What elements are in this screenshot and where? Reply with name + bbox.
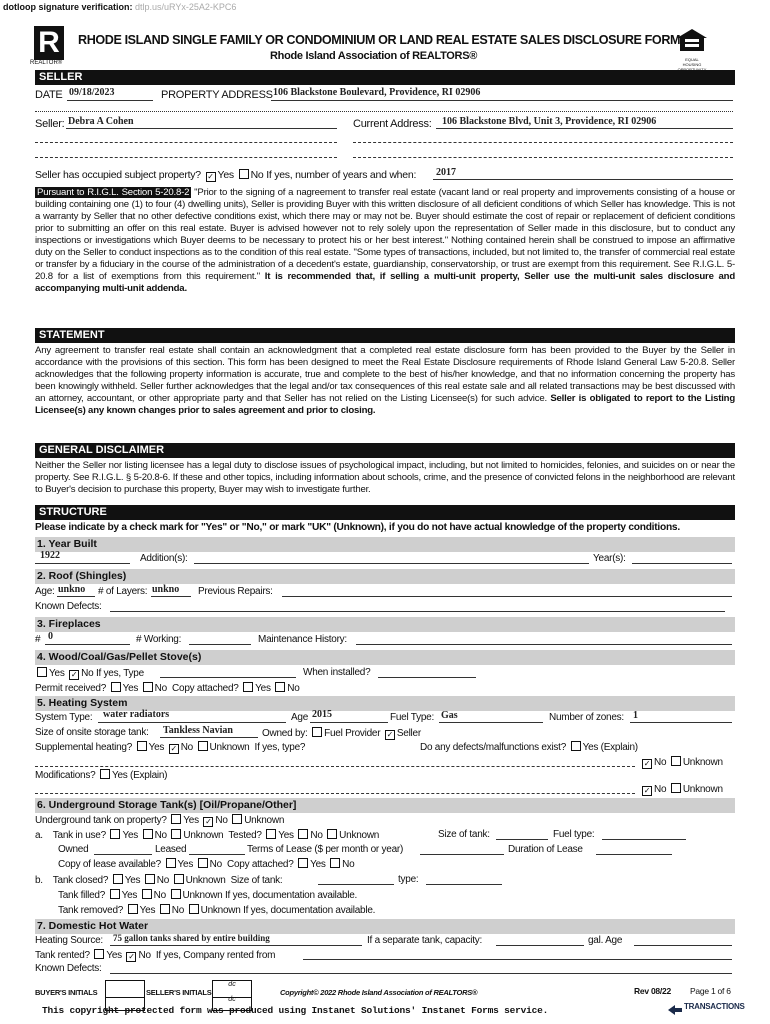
fireplaces-heading: 3. Fireplaces [35, 617, 735, 632]
ug-a-label: a. [35, 830, 43, 841]
removed-no-label: No [171, 905, 185, 916]
ug-in-use-label: Tank in use? [52, 830, 106, 841]
stove-no-checkbox[interactable]: ✓ [70, 670, 78, 679]
stove-permit-label: Permit received? [35, 683, 107, 694]
lease-no-label: No [209, 859, 222, 870]
ug-yes-label: Yes [183, 815, 199, 826]
roof-age-label: Age: [35, 586, 55, 597]
fireplace-num-field[interactable]: 0 [48, 631, 53, 642]
filled-unknown-checkbox[interactable] [171, 889, 181, 899]
removed-no-checkbox[interactable] [160, 904, 170, 914]
ug-size-label: Size of tank: [438, 829, 490, 840]
owner-seller-checkbox[interactable]: ✓ [386, 730, 394, 739]
fireplace-maint-label: Maintenance History: [258, 634, 347, 645]
ug-copy-lease-label: Copy of lease available? [58, 859, 161, 870]
property-address-field[interactable]: 106 Blackstone Boulevard, Providence, RI 02906 [273, 87, 481, 98]
closed-unknown-checkbox[interactable] [174, 874, 184, 884]
pursuant-label: Pursuant to R.I.G.L. Section 5-20.8-2 [37, 187, 190, 198]
supp-type-label: If yes, type? [254, 742, 306, 753]
owner-seller-label: Seller [396, 728, 421, 739]
statement-paragraph [35, 345, 735, 417]
filled-no-checkbox[interactable] [142, 889, 152, 899]
instanet-footer: This copyright protected form was produced using Instanet Solutions' Instanet Forms service. [42, 1005, 549, 1016]
ug-on-property-row [35, 814, 284, 827]
ug-tested-label: Tested? [228, 830, 262, 841]
mods-yes-checkbox[interactable] [100, 769, 110, 779]
defects-unknown-label: Unknown [682, 757, 723, 768]
closed-unknown-label: Unknown [185, 875, 226, 886]
year-built-heading: 1. Year Built [35, 537, 735, 552]
ug-removed-row [58, 904, 375, 916]
inuse-yes-checkbox[interactable] [110, 829, 120, 839]
tested-yes-checkbox[interactable] [266, 829, 276, 839]
supp-yes-checkbox[interactable] [137, 741, 147, 751]
eho-text: EQUAL HOUSING [682, 57, 702, 67]
mods-no-label: No [654, 784, 667, 795]
hw-separate-label: If a separate tank, capacity: [367, 935, 483, 946]
fuel-type-label: Fuel Type: [390, 712, 435, 723]
heating-type-field[interactable]: water radiators [103, 709, 170, 720]
zones-field[interactable]: 1 [633, 710, 638, 721]
additions-year-label: Year(s): [593, 553, 626, 564]
removed-doc-label: If yes, documentation available. [243, 905, 376, 916]
attached-no-label: No [342, 859, 355, 870]
stove-copy-no-label: No [287, 683, 300, 694]
stove-yes-label: Yes [49, 668, 65, 679]
defects-row [420, 741, 638, 753]
permit-yes-label: Yes [122, 683, 139, 694]
ug-terms-label: Terms of Lease ($ per month or year) [247, 844, 404, 855]
hw-rented-label: Tank rented? [35, 950, 90, 961]
modifications-row [35, 769, 167, 781]
rented-yes-checkbox[interactable] [94, 949, 104, 959]
dotloop-verification [3, 2, 236, 12]
inuse-no-label: No [154, 830, 167, 841]
hw-defects-label: Known Defects: [35, 963, 102, 974]
tank-size-field[interactable]: Tankless Navian [163, 725, 233, 736]
permit-no-checkbox[interactable] [143, 682, 153, 692]
owned-row [262, 727, 421, 740]
inuse-unknown-checkbox[interactable] [171, 829, 181, 839]
fireplace-working-label: # Working: [136, 634, 182, 645]
supp-unknown-checkbox[interactable] [198, 741, 208, 751]
hw-rented-row [35, 949, 275, 962]
mods-unknown-checkbox[interactable] [671, 783, 681, 793]
ug-no-label: No [215, 815, 228, 826]
stove-no-label: No [81, 668, 94, 679]
defects-no-row [640, 756, 723, 769]
statement-bold: Seller is obligated to report to the Listing Licensee(s) any known changes prior to sales agreement and prior to closing. [35, 393, 735, 416]
equal-housing-icon [676, 28, 708, 67]
mods-unknown-label: Unknown [682, 784, 723, 795]
defects-no-label: No [654, 757, 667, 768]
owned-by-label: Owned by: [262, 728, 308, 739]
tested-unknown-label: Unknown [339, 830, 380, 841]
occupied-row [35, 169, 416, 182]
rev-text: Rev 08/22 [634, 986, 671, 996]
statement-text: Any agreement to transfer real estate shall contain an acknowledgment that a completed real estate disclosure form has been provided to the Buyer by the Seller in accordance with the provisions of this section. This form has been designed to meet the Real Estate Disclosure requirements of Rhode Island General Law 5-20.8. Seller acknowledges that the following property information is accurate, true and complete to the best of his/her knowledge, and that no information concerning the property has been knowingly withheld. Seller further acknowledges that the legal and/or tax consequences of this real estate sale and all related transactions may be best discussed with an attorney, accountant, or other appropriate party and that Seller has not relied on the Listing Licensee(s) for such advice. [35, 345, 735, 404]
attached-yes-label: Yes [310, 859, 326, 870]
heating-type-label: System Type: [35, 712, 93, 723]
mods-yes-label: Yes (Explain) [111, 770, 168, 781]
pursuant-bold: It is recommended that, if selling a multi-unit property, Seller use the multi-unit sales disclosure and accompanying multi-unit addenda. [35, 271, 735, 294]
supplemental-row [35, 741, 305, 754]
additions-label: Addition(s): [140, 553, 188, 564]
inuse-no-checkbox[interactable] [143, 829, 153, 839]
years-label: If yes, number of years and when: [266, 169, 417, 181]
removed-unknown-label: Unknown [200, 905, 241, 916]
ug-closed-label: Tank closed? [52, 875, 109, 886]
stove-copy-yes-checkbox[interactable] [243, 682, 253, 692]
ug-unknown-label: Unknown [244, 815, 285, 826]
stove-type-label: If yes, Type [95, 668, 144, 679]
ug-leased-label: Leased [155, 844, 187, 855]
copyright-text: Copyright© 2022 Rhode Island Association of REALTORS® [280, 988, 478, 997]
seller-name-field[interactable]: Debra A Cohen [68, 116, 134, 127]
mods-no-row [640, 783, 723, 796]
removed-unknown-checkbox[interactable] [189, 904, 199, 914]
supp-no-label: No [180, 742, 193, 753]
occupied-label: Seller has occupied subject property? [35, 169, 201, 181]
modifications-label: Modifications? [35, 770, 96, 781]
attached-yes-checkbox[interactable] [298, 858, 308, 868]
occupied-yes-checkbox[interactable]: ✓ [207, 172, 214, 181]
roof-age-field[interactable]: unkno [58, 584, 86, 595]
ug-filled-row [58, 889, 357, 901]
ug-size-tank-label: Size of tank: [230, 875, 283, 886]
pursuant-text: "Prior to the signing of a nagreement to transfer real estate (vacant land or real property and improvements consisting of a house or building containing one (1) to four (4) dwelling units), Seller is providing Buyer with this written disclosure of all deficient conditions of which Seller has knowledge. This is not a warranty by Seller that no other defective conditions exist, which there may or may not be. Buyer should estimate the cost of repair or replacement of deficient conditions prior to submitting an offer on this real estate. Buyer is advised however not to rely solely upon the representation of Seller made in this disclosure, but to conduct any inspections or investigations which Buyer deems to be necessary to protect his or her best interest." Nothing contained herein shall be construed to impose an affirmative duty on the Seller to conduct inspections as to the condition of this real estate. "Some types of transactions, included, but not limited to, the transfer of commercial real estate or transfer by a fiduciary in the course of the administration of a decedent's estate, guardianship, conservatorship, or trust are exempt from this requirement. See R.I.G.L. 5-20.8 for a list of exemptions from this requirement." [35, 187, 736, 282]
page-number: Page 1 of 6 [690, 986, 731, 996]
seller-heading: SELLER [35, 70, 735, 85]
year-built-field[interactable]: 1922 [40, 550, 60, 561]
years-field[interactable]: 2017 [436, 167, 456, 178]
stove-copy-no-checkbox[interactable] [275, 682, 285, 692]
attached-no-checkbox[interactable] [330, 858, 340, 868]
fuel-provider-checkbox[interactable] [312, 727, 322, 737]
occupied-no-checkbox[interactable] [239, 169, 249, 179]
supplemental-label: Supplemental heating? [35, 742, 133, 753]
roof-heading: 2. Roof (Shingles) [35, 569, 735, 584]
rented-yes-label: Yes [106, 950, 122, 961]
fuel-type-field[interactable]: Gas [441, 710, 458, 721]
filled-unknown-label: Unknown [182, 890, 223, 901]
stove-permit-row [35, 682, 300, 694]
closed-no-checkbox[interactable] [145, 874, 155, 884]
verification-link[interactable]: dtlp.us/uRYx-25A2-KPC6 [135, 2, 237, 12]
supp-unknown-label: Unknown [209, 742, 250, 753]
rented-no-checkbox[interactable]: ✓ [128, 952, 135, 961]
structure-heading: STRUCTURE [35, 505, 735, 520]
current-address-label: Current Address: [353, 118, 432, 130]
occupied-yes-label: Yes [217, 169, 234, 181]
verification-label: dotloop signature verification: [3, 2, 133, 12]
filled-doc-label: If yes, documentation available. [224, 890, 358, 901]
ug-b-label: b. [35, 875, 43, 886]
ug-on-property-label: Underground tank on property? [35, 815, 167, 826]
ug-no-checkbox[interactable]: ✓ [205, 817, 212, 826]
ug-b-row [35, 874, 282, 886]
heating-defects-label: Do any defects/malfunctions exist? [420, 742, 567, 753]
closed-no-label: No [156, 875, 170, 886]
seller-initials-value-1: dc [228, 981, 236, 988]
underground-heading: 6. Underground Storage Tank(s) [Oil/Propane/Other] [35, 798, 735, 813]
filled-yes-checkbox[interactable] [110, 889, 120, 899]
zones-label: Number of zones: [549, 712, 624, 723]
occupied-no-label: No [250, 169, 264, 181]
removed-yes-label: Yes [139, 905, 156, 916]
hw-source-label: Heating Source: [35, 935, 103, 946]
lease-yes-checkbox[interactable] [166, 858, 176, 868]
removed-yes-checkbox[interactable] [128, 904, 138, 914]
permit-yes-checkbox[interactable] [111, 682, 121, 692]
seller-initials-value-2: dc [228, 996, 236, 1003]
sellers-initials-label: SELLER'S INITIALS [146, 988, 212, 997]
defects-yes-checkbox[interactable] [571, 741, 581, 751]
fuel-provider-label: Fuel Provider [324, 728, 381, 739]
hw-gal-label: gal. Age [588, 935, 623, 946]
ug-duration-label: Duration of Lease [508, 844, 583, 855]
current-address-field[interactable]: 106 Blackstone Blvd, Unit 3, Providence, RI 02906 [442, 116, 657, 127]
stove-row [35, 667, 144, 680]
stove-installed-label: When installed? [303, 667, 371, 678]
ug-a-row [35, 829, 379, 841]
disclaimer-text: Neither the Seller nor listing licensee has a legal duty to disclose issues of psychological impact, including, but not limited to homicides, felonies, and suicides on or near the property. See R.I.G.L. § 5-20.8-6. If these and other topics, including information about schools, crime, and the presence of convicted felons in the neighborhood are relevant to Buyer's decision to purchase this property, Buyer may wish to investigate further. [35, 460, 735, 495]
roof-repairs-label: Previous Repairs: [198, 586, 273, 597]
disclaimer-heading: GENERAL DISCLAIMER [35, 443, 735, 458]
tank-size-label: Size of onsite storage tank: [35, 727, 149, 738]
rented-no-label: No [138, 950, 151, 961]
mods-no-checkbox[interactable]: ✓ [643, 786, 651, 795]
tested-no-label: No [310, 830, 323, 841]
heating-age-field[interactable]: 2015 [312, 709, 332, 720]
lease-yes-label: Yes [177, 859, 194, 870]
stove-copy-label: Copy attached? [172, 683, 239, 694]
statement-heading: STATEMENT [35, 328, 735, 343]
roof-layers-label: # of Layers: [98, 586, 148, 597]
ug-copy-attached-label: Copy attached? [226, 859, 294, 870]
pursuant-paragraph [35, 187, 735, 295]
inuse-yes-label: Yes [122, 830, 139, 841]
transactions-logo-text: TRANSACTIONS [684, 1002, 745, 1011]
heating-heading: 5. Heating System [35, 696, 735, 711]
stove-copy-yes-label: Yes [255, 683, 271, 694]
realtor-logo: R [34, 26, 64, 60]
buyers-initials-label: BUYER'S INITIALS [35, 988, 98, 997]
date-field[interactable]: 09/18/2023 [69, 87, 115, 98]
ug-owned-label: Owned [58, 844, 89, 855]
structure-instruction: Please indicate by a check mark for "Yes" or "No," or mark "UK" (Unknown), if you do not have actual knowledge of the property conditions. [35, 522, 680, 533]
seller-label: Seller: [35, 118, 65, 130]
form-title: RHODE ISLAND SINGLE FAMILY OR CONDOMINIUM OR LAND REAL ESTATE SALES DISCLOSURE FORM [78, 33, 681, 47]
roof-defects-label: Known Defects: [35, 601, 102, 612]
ug-type-label: type: [398, 874, 419, 885]
filled-no-label: No [153, 890, 166, 901]
defects-unknown-checkbox[interactable] [671, 756, 681, 766]
property-address-label: PROPERTY ADDRESS [161, 89, 273, 101]
hw-company-label: If yes, Company rented from [155, 950, 276, 961]
date-label: DATE [35, 89, 63, 101]
supp-no-checkbox[interactable]: ✓ [170, 744, 177, 753]
lease-no-checkbox[interactable] [198, 858, 208, 868]
realtor-logo-text: REALTOR® [30, 60, 63, 66]
form-subtitle: Rhode Island Association of REALTORS® [270, 50, 478, 62]
ug-yes-checkbox[interactable] [171, 814, 181, 824]
roof-layers-field[interactable]: unkno [152, 584, 180, 595]
heating-age-label: Age [291, 712, 309, 723]
tested-unknown-checkbox[interactable] [327, 829, 337, 839]
defects-no-checkbox[interactable]: ✓ [643, 759, 651, 768]
ug-unknown-checkbox[interactable] [232, 814, 242, 824]
filled-yes-label: Yes [121, 890, 138, 901]
permit-no-label: No [154, 683, 167, 694]
ug-copy-lease-row [58, 858, 354, 870]
closed-yes-checkbox[interactable] [113, 874, 123, 884]
hw-source-field[interactable]: 75 gallon tanks shared by entire building [113, 933, 270, 943]
inuse-unknown-label: Unknown [183, 830, 224, 841]
stove-yes-checkbox[interactable] [37, 667, 47, 677]
tested-no-checkbox[interactable] [298, 829, 308, 839]
stoves-heading: 4. Wood/Coal/Gas/Pellet Stove(s) [35, 650, 735, 665]
ug-filled-label: Tank filled? [58, 890, 106, 901]
hot-water-heading: 7. Domestic Hot Water [35, 919, 735, 934]
ug-fuel-type-label: Fuel type: [553, 829, 595, 840]
tested-yes-label: Yes [278, 830, 294, 841]
supp-yes-label: Yes [148, 742, 165, 753]
defects-yes-label: Yes (Explain) [582, 742, 638, 753]
fireplace-num-label: # [35, 634, 41, 645]
ug-removed-label: Tank removed? [58, 905, 124, 916]
transactions-logo-icon [668, 1002, 682, 1012]
closed-yes-label: Yes [124, 875, 141, 886]
